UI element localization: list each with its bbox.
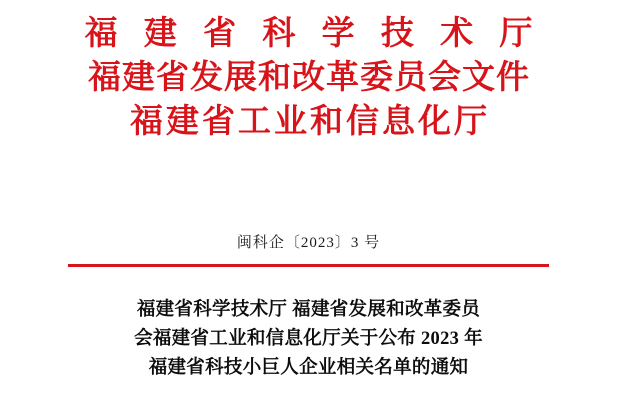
document-title [0,296,617,383]
document-number: 闽科企〔2023〕3 号 [236,235,381,251]
masthead-line-3: 福建省工业和信息化厅 [130,104,490,140]
masthead-line-1: 福 建 省 科 学 技 术 厅 [84,16,542,52]
title-line-1: 福建省科学技术厅 福建省发展和改革委员 [136,300,481,320]
document-masthead [0,18,617,139]
title-line-3: 福建省科技小巨人企业相关名单的通知 [148,358,469,378]
title-line-2: 会福建省工业和信息化厅关于公布 2023 年 [134,329,483,349]
red-divider-rule [68,264,549,267]
masthead-line-2: 福建省发展和改革委员会文件 [88,60,530,96]
